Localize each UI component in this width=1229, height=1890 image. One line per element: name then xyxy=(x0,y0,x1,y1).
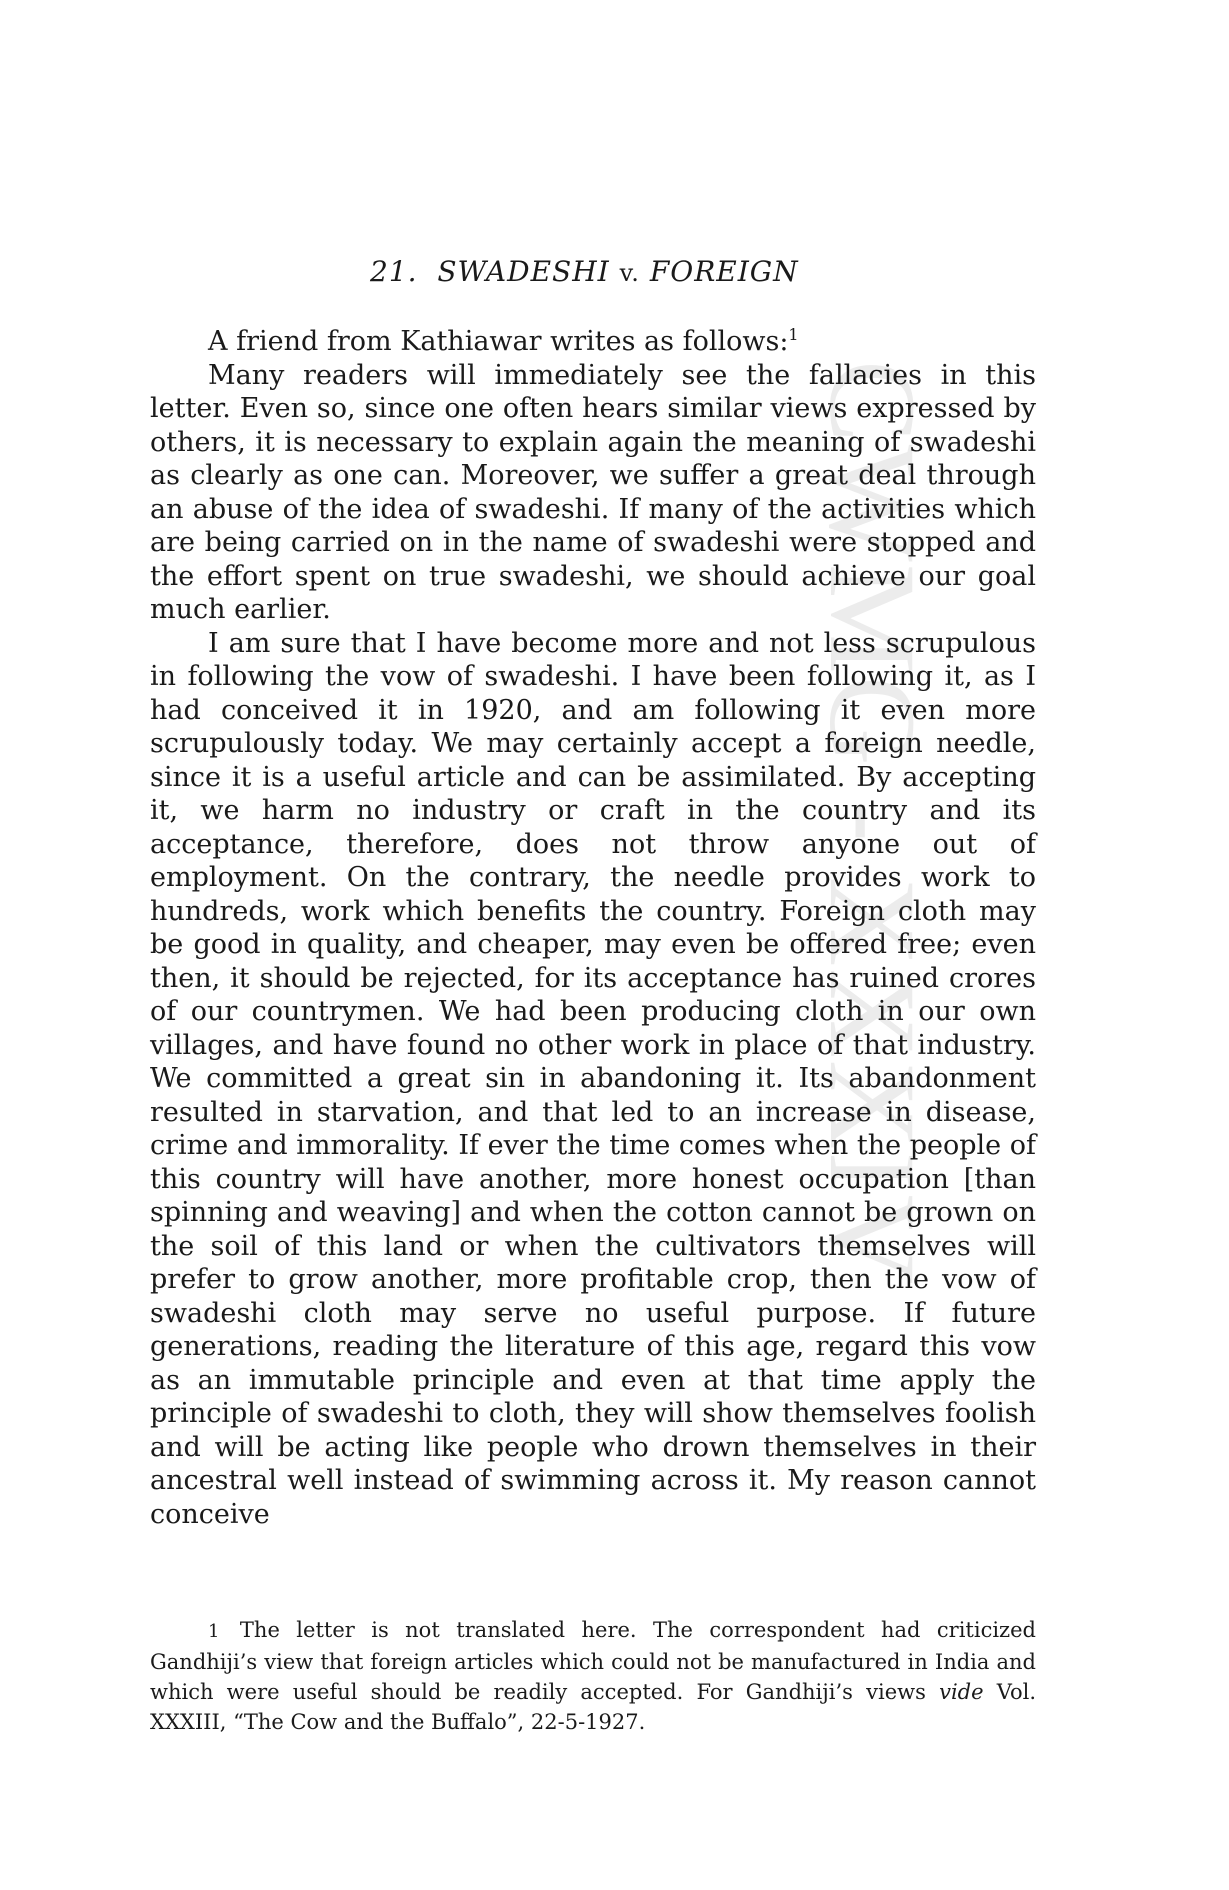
chapter-title-right: FOREIGN xyxy=(649,255,799,288)
footnote-text-after: Vol. XXXIII, “The Cow and the Buffalo”, 22-5-1927. xyxy=(150,1680,1036,1734)
paragraph-2: I am sure that I have become more and not less scrupulous in following the vow of swadeshi. I have been following it, as I had conceived it in 1920, and am following it even more scrupulously today. We may certainly accept a foreign needle, since it is a useful article and can be assimilated. By accepting it, we harm no industry or craft in the country and its acceptance, therefore, does not throw anyone out of employment. On the contrary, the needle provides work to hundreds, work which benefits the country. Foreign cloth may be good in quality, and cheaper, may even be offered free; even then, it should be rejected, for its acceptance has ruined crores of our countrymen. We had been producing cloth in our own villages, and have found no other work in place of that industry. We committed a great sin in abandoning it. Its abandonment resulted in starvation, and that led to an increase in disease, crime and immorality. If ever the time comes when the people of this country will have another, more honest occupation [than spinning and weaving] and when the cotton cannot be grown on the soil of this land or when the cultivators themselves will prefer to grow another, more profitable crop, then the vow of swadeshi cloth may serve no useful purpose. If future generations, reading the literature of this age, regard this vow as an immutable principle and even at that time apply the principle of swadeshi to cloth, they will show themselves foolish and will be acting like people who drown themselves in their ancestral well instead of swimming across it. My reason cannot conceive xyxy=(150,627,1036,1530)
chapter-title-left: SWADESHI xyxy=(437,255,610,288)
chapter-number: 21. xyxy=(370,255,418,288)
footnote-reference[interactable]: 1 xyxy=(788,325,799,344)
chapter-title-connector: v. xyxy=(619,259,640,287)
watermark: CWMG - XXXIV xyxy=(804,360,941,1287)
intro-text: A friend from Kathiawar writes as follows: xyxy=(208,326,789,357)
intro-paragraph xyxy=(150,325,1036,359)
footnote-vide: vide xyxy=(939,1680,984,1704)
document-page xyxy=(150,248,1036,1737)
footnote-number: 1 xyxy=(208,1621,220,1642)
footnote xyxy=(150,1615,1036,1737)
paragraph-1: Many readers will immediately see the fallacies in this letter. Even so, since one often hears similar views expressed by others, it is necessary to explain again the meaning of swadeshi as clearly as one can. Moreover, we suffer a great deal through an abuse of the idea of swadeshi. If many of the activities which are being carried on in the name of swadeshi were stopped and the effort spent on true swadeshi, we should achieve our goal much earlier. xyxy=(150,359,1036,625)
footnote-text-before: The letter is not translated here. The correspondent had criticized Gandhiji’s view that foreign articles which could not be manufactured in India and which were useful should be readily accepted. For Gandhiji’s views xyxy=(150,1618,1036,1704)
chapter-title xyxy=(150,248,1036,297)
body-text xyxy=(150,325,1036,1531)
